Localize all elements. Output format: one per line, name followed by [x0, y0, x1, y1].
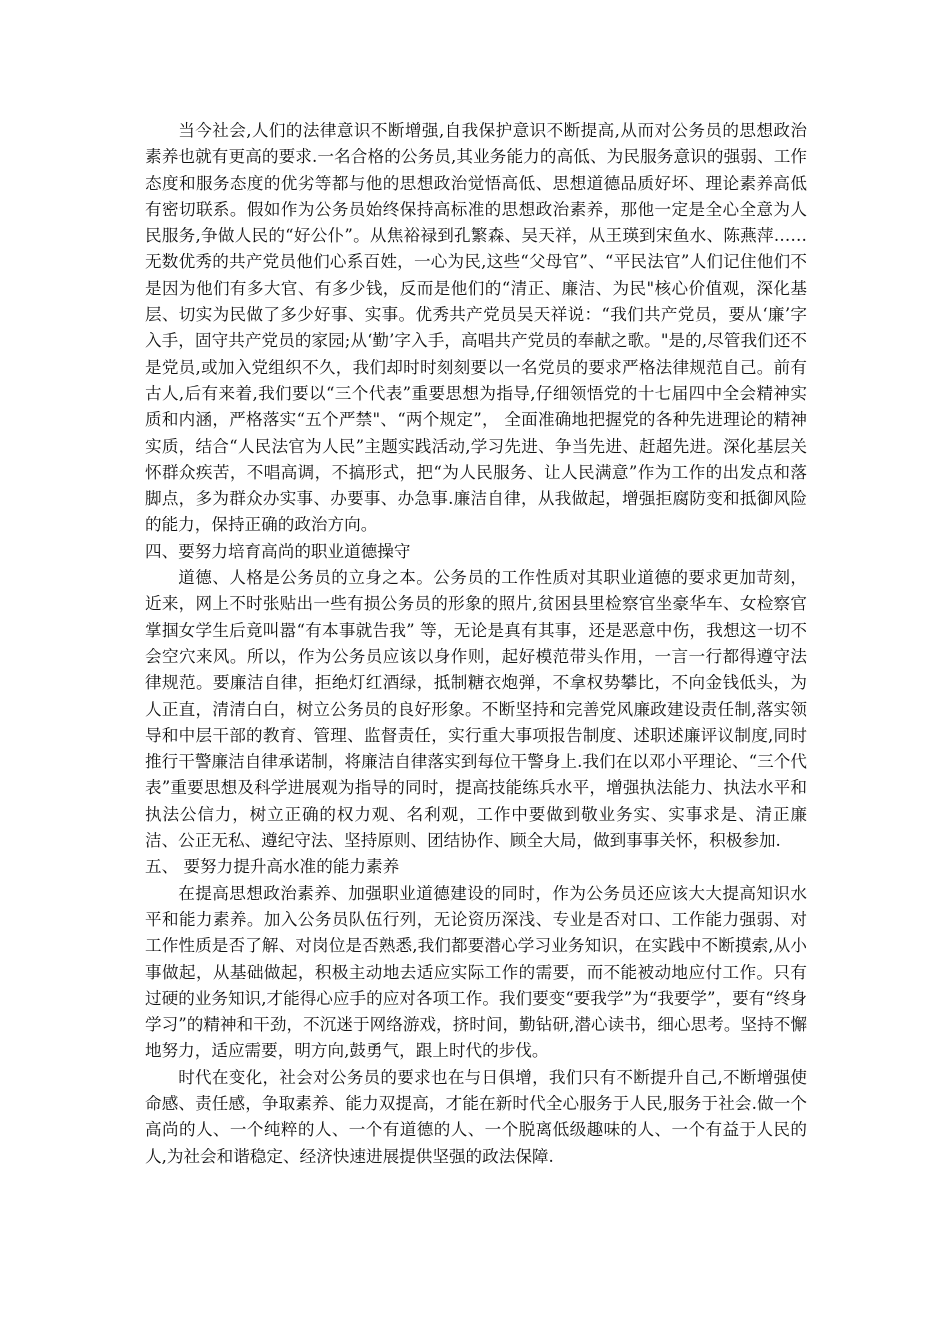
section-heading-five: 五、 要努力提升高水准的能力素养	[145, 857, 400, 877]
paragraph-professional-ethics: 道德、人格是公务员的立身之本。公务员的工作性质对其职业道德的要求更加苛刻，近来，网上不时张贴出一些有损公务员的形象的照片,贫困县里检察官坐豪华车、女检察官掌掴女学生后竟叫嚣“有本事就告我” 等，无论是真有其事，还是恶意中伤，我想这一切不会空穴来风。所以，作为公务员应该以身作则，起好模范带头作用，一言一行都得遵守法律规范。要廉洁自律，拒绝灯红酒绿，抵制糖衣炮弹，不拿权势攀比，不向金钱低头，为人正直，清清白白，树立公务员的良好形象。不断坚持和完善党风廉政建设责任制,落实领导和中层干部的教育、管理、监督责任，实行重大事项报告制度、述职述廉评议制度,同时推行干警廉洁自律承诺制，将廉洁自律落实到每位干警身上.我们在以邓小平理论、“三个代表”重要思想及科学进展观为指导的同时，提高技能练兵水平，增强执法能力、执法水平和执法公信力，树立正确的权力观、名利观，工作中要做到敬业务实、实事求是、清正廉洁、公正无私、遵纪守法、坚持原则、团结协作、顾全大局，做到事事关怀，积极参加.	[145, 568, 807, 851]
section-heading-four: 四、要努力培育高尚的职业道德操守	[145, 541, 411, 561]
paragraph-conclusion: 时代在变化，社会对公务员的要求也在与日俱增，我们只有不断提升自己,不断增强使命感、责任感，争取素养、能力双提高，才能在新时代全心服务于人民,服务于社会.做一个高尚的人、一个纯粹的人、一个有道德的人、一个脱离低级趣味的人、一个有益于人民的人,为社会和谐稳定、经济快速进展提供坚强的政法保障.	[145, 1067, 807, 1166]
paragraph-political-literacy: 当今社会,人们的法律意识不断增强,自我保护意识不断提高,从而对公务员的思想政治素养也就有更高的要求.一名合格的公务员,其业务能力的高低、为民服务意识的强弱、工作态度和服务态度的优劣等都与他的思想政治觉悟高低、思想道德品质好坏、理论素养高低有密切联系。假如作为公务员始终保持高标准的思想政治素养，那他一定是全心全意为人民服务,争做人民的“好公仆”。从焦裕禄到孔繁森、吴天祥，从王瑛到宋鱼水、陈燕萍……无数优秀的共产党员他们心系百姓，一心为民,这些“父母官”、“平民法官”人们记住他们不是因为他们有多大官、有多少钱，反而是他们的“清正、廉洁、为民"核心价值观，深化基层、切实为民做了多少好事、实事。优秀共产党员吴天祥说：“我们共产党员，要从‘廉’字入手，固守共产党员的家园;从‘勤’字入手，高唱共产党员的奉献之歌。"是的,尽管我们还不是党员,或加入党组织不久，我们却时时刻刻要以一名党员的要求严格法律规范自己。前有古人,后有来着,我们要以“三个代表”重要思想为指导,仔细领悟党的十七届四中全会精神实质和内涵，严格落实“五个严禁"、“两个规定”， 全面准确地把握党的各种先进理论的精神实质，结合“人民法官为人民”主题实践活动,学习先进、争当先进、赶超先进。深化基层关怀群众疾苦，不唱高调，不搞形式，把“为人民服务、让人民满意”作为工作的出发点和落脚点，多为群众办实事、办要事、办急事.廉洁自律，从我做起，增强拒腐防变和抵御风险的能力，保持正确的政治方向。	[145, 121, 807, 535]
paragraph-ability-literacy: 在提高思想政治素养、加强职业道德建设的同时，作为公务员还应该大大提高知识水平和能力素养。加入公务员队伍行列，无论资历深浅、专业是否对口、工作能力强弱、对工作性质是否了解、对岗位是否熟悉,我们都要潜心学习业务知识，在实践中不断摸索,从小事做起，从基础做起，积极主动地去适应实际工作的需要，而不能被动地应付工作。只有过硬的业务知识,才能得心应手的应对各项工作。我们要变“要我学”为“我要学”，要有“终身学习”的精神和干劲，不沉迷于网络游戏，挤时间，勤钻研,潜心读书，细心思考。坚持不懈地努力，适应需要，明方向,鼓勇气，跟上时代的步伐。	[145, 883, 807, 1061]
document-body	[145, 118, 807, 1170]
